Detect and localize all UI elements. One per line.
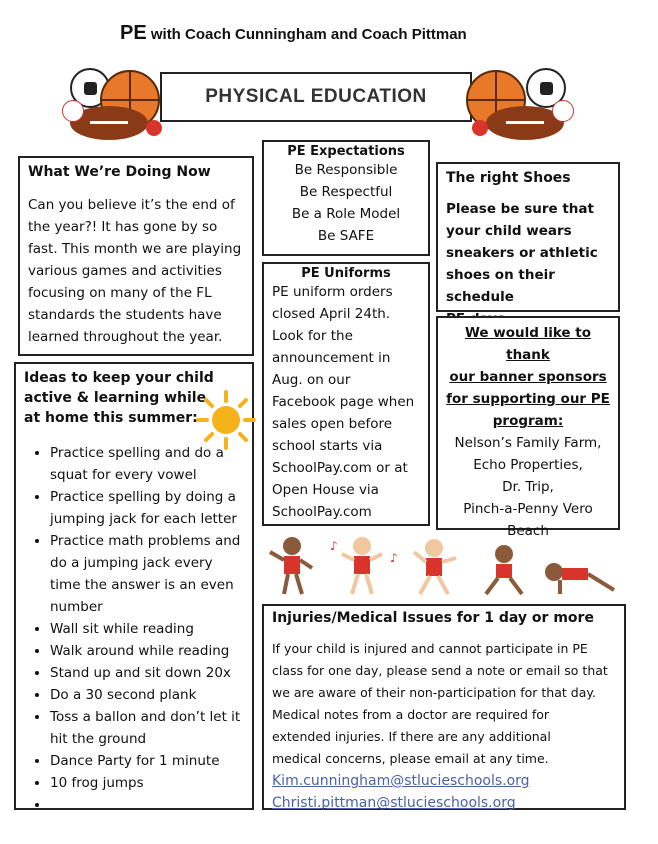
- uniforms-line: Facebook page when: [272, 394, 415, 410]
- list-item: [50, 794, 244, 816]
- sponsor-name: Echo Properties,: [473, 457, 583, 473]
- kid-figure: [270, 537, 312, 594]
- kid-figure: [486, 545, 522, 594]
- injuries-box: [262, 604, 626, 810]
- uniforms-title: PE Uniforms: [301, 266, 391, 281]
- injuries-line: Medical notes from a doctor are required for: [272, 707, 550, 722]
- page-header: [120, 22, 467, 45]
- ideas-title-line: Ideas to keep your child: [24, 370, 214, 386]
- header-pe: PE: [120, 22, 147, 44]
- cricket-ball-icon: [146, 120, 162, 136]
- uniforms-line: sales open before: [272, 416, 393, 432]
- injuries-line: If your child is injured and cannot participate in PE: [272, 641, 588, 656]
- uniforms-box: [262, 262, 430, 526]
- ideas-title-line: at home this summer:: [24, 410, 198, 426]
- injuries-line: we are aware of their non-participation for that day.: [272, 685, 596, 700]
- email-link-cunningham[interactable]: Kim.cunningham@stlucieschools.org: [272, 773, 530, 789]
- sponsor-name: Beach: [507, 523, 549, 539]
- uniforms-line: PE uniform orders: [272, 284, 393, 300]
- kids-exercising-illustration: [264, 532, 620, 602]
- sponsors-title-line: We would like to thank: [464, 325, 592, 363]
- uniforms-line: closed April 24th.: [272, 306, 391, 322]
- uniforms-line: SchoolPay.com or at: [272, 460, 408, 476]
- list-item: • Dance Party for 1 minute: [50, 750, 244, 772]
- banner-title: PHYSICAL EDUCATION: [160, 72, 472, 122]
- list-item: • Practice spelling by doing a jumping jack for each letter: [50, 486, 244, 530]
- doing-now-title: What We’re Doing Now: [28, 164, 211, 180]
- injuries-title: Injuries/Medical Issues for 1 day or more: [272, 610, 594, 626]
- sun-icon: [196, 390, 256, 450]
- shoes-line: Please be sure that: [446, 201, 594, 217]
- uniforms-line: announcement in: [272, 350, 391, 366]
- injuries-line: class for one day, please send a note or email so that: [272, 663, 608, 678]
- injuries-line: extended injuries. If there are any additional: [272, 729, 551, 744]
- kid-figure: [330, 537, 398, 594]
- list-item: • Wall sit while reading: [50, 618, 244, 640]
- sponsors-title-line: our banner sponsors: [449, 369, 607, 385]
- sponsor-name: Dr. Trip,: [502, 479, 554, 495]
- list-item: • Practice math problems and do a jumping jack every time the answer is an even number: [50, 530, 244, 618]
- doing-now-line: the year?! It has gone by so: [28, 219, 218, 235]
- doing-now-line: fast. This month we are playing: [28, 241, 242, 257]
- expectations-box: [262, 140, 430, 256]
- list-item: • Toss a ballon and don’t let it hit the ground: [50, 706, 244, 750]
- uniforms-line: Open House via: [272, 482, 379, 498]
- shoes-line: shoes on their schedule: [446, 267, 555, 305]
- header-coaches: with Coach Cunningham and Coach Pittman: [146, 26, 467, 43]
- uniforms-line: school starts via: [272, 438, 383, 454]
- expectations-title: PE Expectations: [287, 144, 405, 159]
- baseball-icon: [552, 100, 574, 122]
- uniforms-line: Aug. on our: [272, 372, 351, 388]
- shoes-box: [436, 162, 620, 312]
- doing-now-line: focusing on many of the FL: [28, 285, 212, 301]
- kid-figure: [414, 539, 456, 594]
- svg-text:♪: ♪: [390, 551, 398, 565]
- sponsors-title-line: for supporting our PE: [446, 391, 610, 407]
- expectations-item: Be SAFE: [317, 228, 375, 244]
- expectations-item: Be Respectful: [299, 184, 393, 200]
- doing-now-line: standards the students have: [28, 307, 222, 323]
- email-link-pittman[interactable]: Christi.pittman@stlucieschools.org: [272, 795, 516, 811]
- cricket-ball-icon: [472, 120, 488, 136]
- svg-text:♪: ♪: [330, 539, 338, 553]
- list-item: • 10 frog jumps: [50, 772, 244, 794]
- uniforms-line: Look for the: [272, 328, 353, 344]
- expectations-item: Be Responsible: [294, 162, 398, 178]
- sponsor-name: Pinch-a-Penny Vero: [463, 501, 593, 517]
- sponsors-title-line: program:: [492, 413, 564, 429]
- baseball-icon: [62, 100, 84, 122]
- sponsors-box: [436, 316, 620, 539]
- ideas-title-line: active & learning while: [24, 390, 207, 406]
- kid-figure: [545, 563, 614, 594]
- ideas-list: [24, 442, 244, 816]
- shoes-title: The right Shoes: [446, 170, 571, 186]
- doing-now-line: various games and activities: [28, 263, 222, 279]
- doing-now-box: [18, 156, 254, 356]
- uniforms-line: SchoolPay.com: [272, 504, 372, 520]
- list-item: • Walk around while reading: [50, 640, 244, 662]
- list-item: • Stand up and sit down 20x: [50, 662, 244, 684]
- list-item: • Practice spelling and do a squat for every vowel: [50, 442, 244, 486]
- doing-now-line: learned throughout the year.: [28, 329, 223, 345]
- list-item: • Do a 30 second plank: [50, 684, 244, 706]
- injuries-line: medical concerns, please email at any time.: [272, 751, 549, 766]
- shoes-line: sneakers or athletic: [446, 245, 598, 261]
- expectations-item: Be a Role Model: [291, 206, 401, 222]
- doing-now-line: Can you believe it’s the end of: [28, 197, 235, 213]
- sponsor-name: Nelson’s Family Farm,: [454, 435, 602, 451]
- shoes-line: your child wears: [446, 223, 572, 239]
